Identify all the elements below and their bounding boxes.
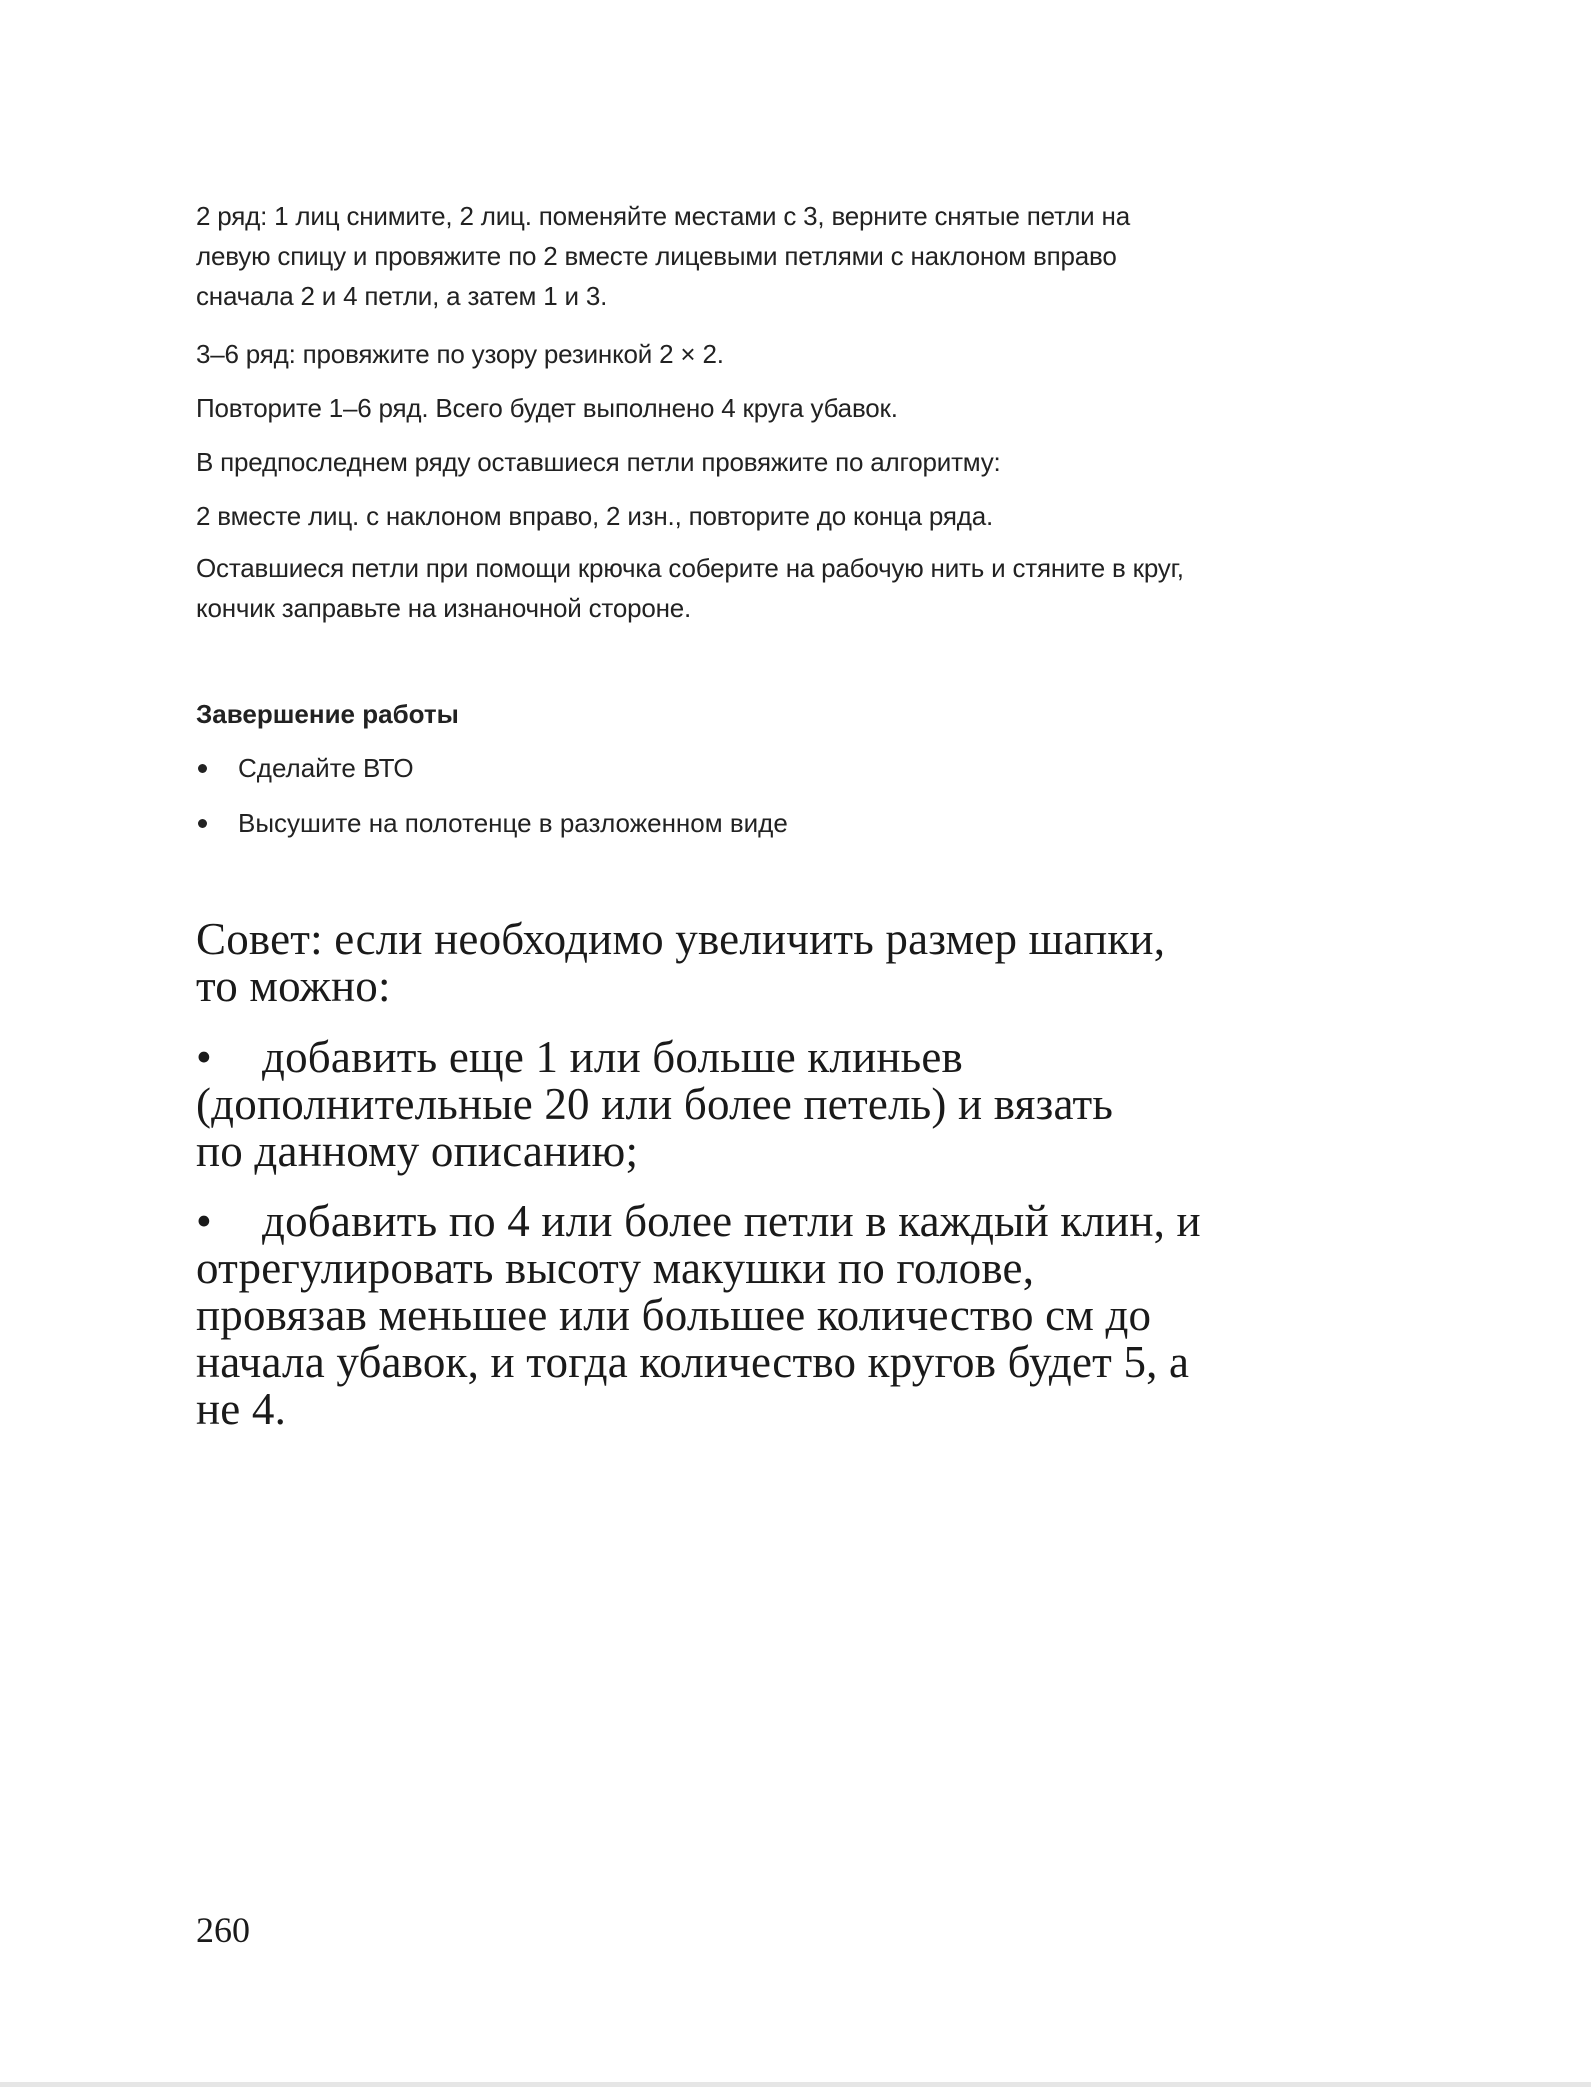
tip-option-text: добавить по 4 или более петли в каждый клин, и отрегулировать высоту макушки по голове, провязав меньшее или большее количество см до начала убавок, и тогда количество кругов будет 5, а не 4.: [196, 1196, 1201, 1434]
list-item: [196, 748, 788, 803]
instruction-algorithm: 2 вместе лиц. с наклоном вправо, 2 изн., повторите до конца ряда.: [196, 501, 993, 531]
bullet-icon: [198, 819, 207, 828]
completion-list: [196, 748, 788, 858]
instruction-penultimate: В предпоследнем ряду оставшиеся петли провяжите по алгоритму:: [196, 447, 1001, 477]
instruction-repeat: Повторите 1–6 ряд. Всего будет выполнено 4 круга убавок.: [196, 393, 898, 423]
tip-bullet-icon: •: [196, 1196, 212, 1246]
instruction-finish: Оставшиеся петли при помощи крючка соберите на рабочую нить и стяните в круг, кончик заправьте на изнаночной стороне.: [196, 553, 1184, 623]
completion-heading: Завершение работы: [196, 699, 459, 729]
list-item: [196, 803, 788, 858]
tip-option-2: [196, 1198, 1216, 1433]
page-bottom-edge: [0, 2082, 1591, 2087]
tip-option-text: добавить еще 1 или больше клиньев (дополнительные 20 или более петель) и вязать по данному описанию;: [196, 1032, 1114, 1176]
instruction-rows-3-6: 3–6 ряд: провяжите по узору резинкой 2 × 2.: [196, 339, 724, 369]
tip-option-1: [196, 1034, 1136, 1175]
tip-bullet-icon: •: [196, 1032, 212, 1082]
page-number: 260: [196, 1910, 250, 1950]
tip-intro: Совет: если необходимо увеличить размер шапки, то можно:: [196, 914, 1166, 1011]
completion-item-text: Высушите на полотенце в разложенном виде: [238, 808, 788, 838]
completion-item-text: Сделайте ВТО: [238, 753, 414, 783]
bullet-icon: [198, 764, 207, 773]
instruction-row-2: 2 ряд: 1 лиц снимите, 2 лиц. поменяйте местами с 3, верните снятые петли на левую спицу и провяжите по 2 вместе лицевыми петлями с наклоном вправо сначала 2 и 4 петли, а затем 1 и 3.: [196, 201, 1130, 311]
